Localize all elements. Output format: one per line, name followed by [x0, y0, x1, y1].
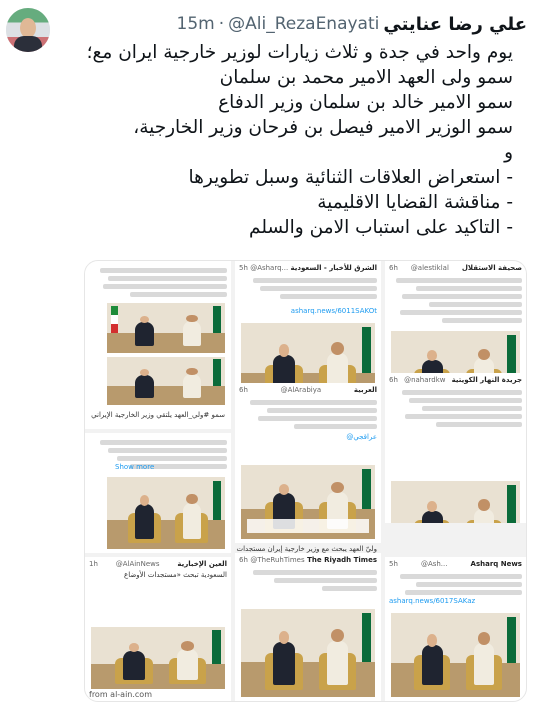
tweet-line: يوم واحد في جدة و ثلاث زيارات لوزير خارجية ايران مع؛ — [86, 42, 513, 63]
meeting-photo[interactable] — [241, 609, 375, 697]
card-handle: @alestiklal — [410, 264, 449, 272]
news-card — [85, 261, 231, 429]
card-handle: @AlAinNews — [115, 560, 160, 568]
news-card — [85, 433, 231, 553]
card-handle: @Ash... — [420, 560, 448, 568]
meeting-photo[interactable] — [241, 465, 375, 539]
card-link[interactable]: asharq.news/6011SAKOt — [290, 307, 377, 315]
news-card — [235, 545, 381, 553]
card-headline: السعودية تبحث «مستجدات الأوضاع — [124, 571, 227, 579]
card-time: 1h — [89, 560, 98, 568]
meeting-photo[interactable] — [91, 627, 225, 689]
author-handle[interactable]: @Ali_RezaEnayati — [228, 14, 380, 34]
card-handle: @Asharq... — [250, 264, 289, 272]
card-caption: سمو #ولي_العهد يلتقي وزير الخارجية الإيراني — [91, 411, 225, 419]
meeting-photo[interactable] — [107, 357, 225, 405]
card-source: الشرق للأخبار - السعودية — [290, 264, 377, 272]
news-card — [235, 383, 381, 543]
card-caption: وليّ العهد يبحث مع وزير خارجية إيران مستجدات — [236, 545, 377, 553]
tweet-line: سمو الوزير الامير فيصل بن فرحان وزير الخارجية، — [133, 117, 513, 138]
tweet-time[interactable]: 15m — [176, 14, 215, 34]
card-time: 5h — [389, 560, 398, 568]
card-source: العين الإخبارية — [177, 560, 227, 568]
tweet-text — [13, 40, 513, 240]
meeting-photo[interactable] — [107, 477, 225, 549]
show-more-link[interactable]: Show more — [115, 463, 155, 471]
card-source: صحيفة الاستقلال — [461, 264, 522, 272]
media-collage[interactable] — [84, 260, 527, 702]
tweet-line: - التاكيد على استباب الامن والسلم — [249, 217, 513, 238]
tweet-line: - استعراض العلاقات الثنائية وسبل تطويرها — [188, 167, 513, 188]
news-card — [85, 557, 231, 701]
news-card — [235, 553, 381, 701]
card-link[interactable]: @عراقجي — [346, 433, 377, 441]
separator-dot: · — [218, 14, 225, 34]
tweet-line: - مناقشة القضايا الاقليمية — [317, 192, 513, 213]
photo-caption — [247, 519, 369, 533]
card-link[interactable]: asharq.news/6017SAKaz — [389, 597, 476, 605]
tweet-line: سمو الامير خالد بن سلمان وزير الدفاع — [218, 92, 513, 113]
card-time: 6h — [239, 386, 248, 394]
card-time: 5h — [239, 264, 248, 272]
author-name[interactable]: علي رضا عنايتي — [383, 13, 527, 35]
card-time: 6h — [389, 264, 398, 272]
card-source: العربية — [353, 386, 377, 394]
news-card — [385, 557, 526, 701]
meeting-photo[interactable] — [391, 481, 520, 523]
tweet-line: و — [504, 142, 513, 163]
card-handle: @TheRuhTimes — [250, 556, 305, 564]
card-footer-url[interactable]: from al-ain.com — [89, 690, 152, 699]
card-source: The Riyadh Times — [307, 556, 377, 564]
tweet-line: سمو ولى العهد الامير محمد بن سلمان — [219, 67, 513, 88]
card-source: جريدة النهار الكويتية — [451, 376, 522, 384]
card-time: 6h — [239, 556, 248, 564]
card-source: Asharq News — [470, 560, 522, 568]
card-handle: @nahardkw — [404, 376, 446, 384]
meeting-photo[interactable] — [107, 303, 225, 353]
news-card — [385, 373, 526, 523]
tweet-header — [177, 12, 527, 36]
card-time: 6h — [389, 376, 398, 384]
card-handle: @AlArabiya — [280, 386, 322, 394]
meeting-photo[interactable] — [391, 613, 520, 697]
